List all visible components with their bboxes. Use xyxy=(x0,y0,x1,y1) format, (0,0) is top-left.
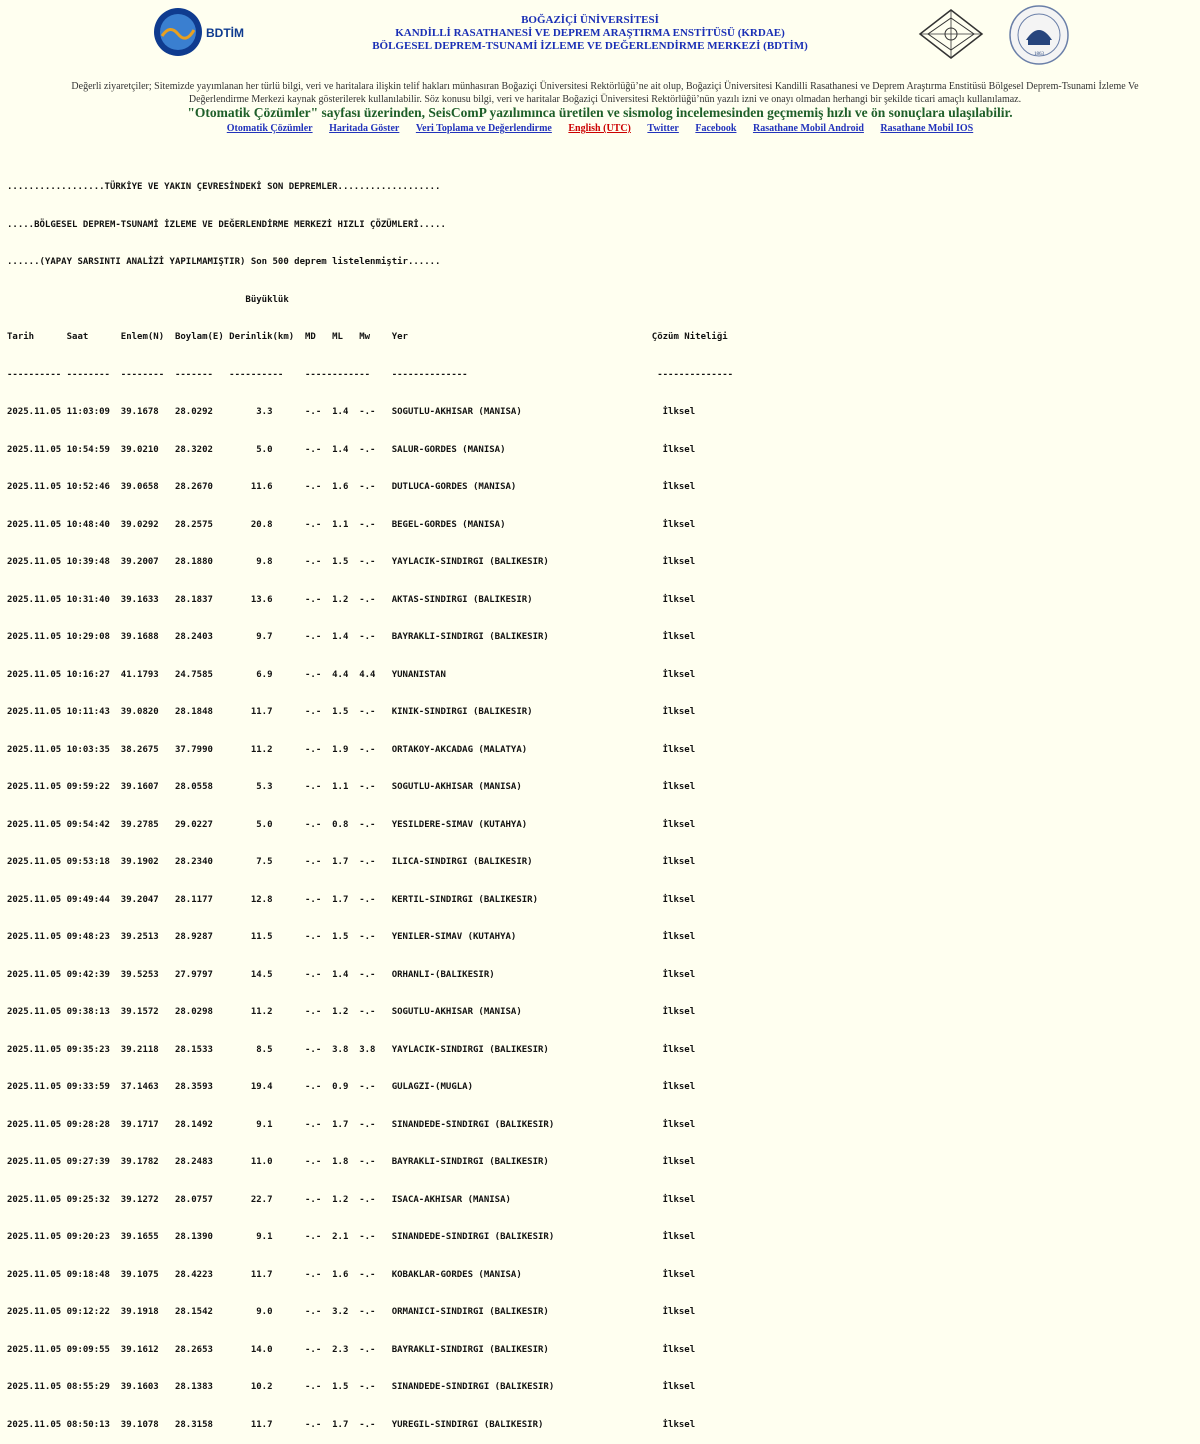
bdtim-logo-text: BDTİM xyxy=(206,26,244,40)
nav-show-on-map[interactable]: Haritada Göster xyxy=(329,123,400,134)
earthquake-row: 2025.11.05 08:55:29 39.1603 28.1383 10.2 -.- 1.5 -.- SINANDEDE-SINDIRGI (BALIKESIR) İlksel xyxy=(7,1382,696,1392)
earthquake-row: 2025.11.05 10:54:59 39.0210 28.3202 5.0 -.- 1.4 -.- SALUR-GORDES (MANISA) İlksel xyxy=(7,444,696,455)
bdtim-logo xyxy=(152,6,257,58)
earthquake-row: 2025.11.05 09:49:44 39.2047 28.1177 12.8 -.- 1.7 -.- KERTIL-SINDIRGI (BALIKESIR) İlksel xyxy=(7,894,696,905)
earthquake-row: 2025.11.05 09:20:23 39.1655 28.1390 9.1 -.- 2.1 -.- SINANDEDE-SINDIRGI (BALIKESIR) İlksel xyxy=(7,1232,696,1242)
earthquake-row: 2025.11.05 09:12:22 39.1918 28.1542 9.0 -.- 3.2 -.- ORMANICI-SINDIRGI (BALIKESIR) İlksel xyxy=(7,1307,696,1317)
earthquake-row: 2025.11.05 09:09:55 39.1612 28.2653 14.0 -.- 2.3 -.- BAYRAKLI-SINDIRGI (BALIKESIR) İlksel xyxy=(7,1344,696,1355)
listing-banner-1: ..................TÜRKİYE VE YAKIN ÇEVRESİNDEKİ SON DEPREMLER................... xyxy=(7,182,441,192)
page-header xyxy=(0,0,1200,70)
earthquake-row: 2025.11.05 09:42:39 39.5253 27.9797 14.5 -.- 1.4 -.- ORHANLI-(BALIKESIR) İlksel xyxy=(7,969,696,980)
title-line-2: KANDİLLİ RASATHANESİ VE DEPREM ARAŞTIRMA ENSTİTÜSÜ (KRDAE) xyxy=(395,27,785,39)
nav-data-collection[interactable]: Veri Toplama ve Değerlendirme xyxy=(415,123,552,134)
earthquake-listing xyxy=(7,156,733,1444)
earthquake-row: 2025.11.05 10:52:46 39.0658 28.2670 11.6 -.- 1.6 -.- DUTLUCA-GORDES (MANISA) İlksel xyxy=(7,482,696,492)
notice-line-2: Değerlendirme Merkezi kaynak gösterilerek kullanılabilir. Söz konusu bilgi, veri ve haritalar Boğaziçi Üniversitesi Rektörlüğü’nün yazılı izni ve onayı olmadan herhangi bir şekilde ticari amaçlı kullanılamaz. xyxy=(188,94,1022,105)
earthquake-row: 2025.11.05 09:48:23 39.2513 28.9287 11.5 -.- 1.5 -.- YENILER-SIMAV (KUTAHYA) İlksel xyxy=(7,932,696,942)
institution-title xyxy=(300,14,880,53)
nav-twitter[interactable]: Twitter xyxy=(647,123,679,134)
earthquake-row: 2025.11.05 10:16:27 41.1793 24.7585 6.9 -.- 4.4 4.4 YUNANISTAN İlksel xyxy=(7,669,696,680)
bogazici-university-seal xyxy=(1008,4,1070,66)
magnitude-header: Büyüklük xyxy=(7,294,289,305)
earthquake-row: 2025.11.05 09:38:13 39.1572 28.0298 11.2 -.- 1.2 -.- SOGUTLU-AKHISAR (MANISA) İlksel xyxy=(7,1007,696,1017)
earthquake-row: 2025.11.05 09:59:22 39.1607 28.0558 5.3 -.- 1.1 -.- SOGUTLU-AKHISAR (MANISA) İlksel xyxy=(7,782,696,792)
nav-english-utc[interactable]: English (UTC) xyxy=(568,123,631,134)
earthquake-row: 2025.11.05 09:27:39 39.1782 28.2483 11.0 -.- 1.8 -.- BAYRAKLI-SINDIRGI (BALIKESIR) İlksel xyxy=(7,1157,696,1167)
earthquake-row: 2025.11.05 10:48:40 39.0292 28.2575 20.8 -.- 1.1 -.- BEGEL-GORDES (MANISA) İlksel xyxy=(7,519,696,530)
earthquake-row: 2025.11.05 09:28:28 39.1717 28.1492 9.1 -.- 1.7 -.- SINANDEDE-SINDIRGI (BALIKESIR) İlksel xyxy=(7,1119,696,1130)
earthquake-row: 2025.11.05 10:29:08 39.1688 28.2403 9.7 -.- 1.4 -.- BAYRAKLI-SINDIRGI (BALIKESIR) İlksel xyxy=(7,632,696,642)
earthquake-row: 2025.11.05 08:50:13 39.1078 28.3158 11.7 -.- 1.7 -.- YUREGIL-SINDIRGI (BALIKESIR) İlksel xyxy=(7,1419,696,1430)
listing-banner-2: .....BÖLGESEL DEPREM-TSUNAMİ İZLEME VE DEĞERLENDİRME MERKEZİ HIZLI ÇÖZÜMLERİ..... xyxy=(7,219,446,230)
column-separator: ---------- -------- -------- ------- ---------- ------------ -------------- -------------- xyxy=(7,369,734,380)
nav-facebook[interactable]: Facebook xyxy=(695,123,737,134)
nav-mobile-ios[interactable]: Rasathane Mobil IOS xyxy=(880,123,974,134)
title-line-3: BÖLGESEL DEPREM-TSUNAMİ İZLEME VE DEĞERLENDİRME MERKEZİ (BDTİM) xyxy=(372,40,808,52)
earthquake-row: 2025.11.05 09:18:48 39.1075 28.4223 11.7 -.- 1.6 -.- KOBAKLAR-GORDES (MANISA) İlksel xyxy=(7,1269,696,1280)
listing-banner-3: ......(YAPAY SARSINTI ANALİZİ YAPILMAMIŞTIR) Son 500 deprem listelenmiştir...... xyxy=(7,257,441,267)
nav-links xyxy=(0,123,1200,134)
auto-solutions-promo: "Otomatik Çözümler" sayfası üzerinden, SeisComP yazılımınca üretilen ve sismolog incelemesinden geçmemiş hızlı ve ön sonuçlara ulaşılabilir. xyxy=(187,105,1013,120)
earthquake-row: 2025.11.05 09:35:23 39.2118 28.1533 8.5 -.- 3.8 3.8 YAYLACIK-SINDIRGI (BALIKESIR) İlksel xyxy=(7,1044,696,1055)
earthquake-row: 2025.11.05 10:31:40 39.1633 28.1837 13.6 -.- 1.2 -.- AKTAS-SINDIRGI (BALIKESIR) İlksel xyxy=(7,594,696,605)
earthquake-row: 2025.11.05 09:33:59 37.1463 28.3593 19.4 -.- 0.9 -.- GULAGZI-(MUGLA) İlksel xyxy=(7,1082,696,1092)
krdae-logo xyxy=(918,8,984,60)
title-line-1: BOĞAZİÇİ ÜNİVERSİTESİ xyxy=(521,14,659,26)
nav-auto-solutions[interactable]: Otomatik Çözümler xyxy=(226,123,313,134)
copyright-notice xyxy=(30,80,1180,106)
earthquake-row: 2025.11.05 10:39:48 39.2007 28.1880 9.8 -.- 1.5 -.- YAYLACIK-SINDIRGI (BALIKESIR) İlksel xyxy=(7,557,696,567)
earthquake-row: 2025.11.05 10:11:43 39.0820 28.1848 11.7 -.- 1.5 -.- KINIK-SINDIRGI (BALIKESIR) İlksel xyxy=(7,707,696,717)
earthquake-row: 2025.11.05 09:54:42 39.2785 29.0227 5.0 -.- 0.8 -.- YESILDERE-SIMAV (KUTAHYA) İlksel xyxy=(7,819,696,830)
earthquake-row: 2025.11.05 09:25:32 39.1272 28.0757 22.7 -.- 1.2 -.- ISACA-AKHISAR (MANISA) İlksel xyxy=(7,1194,696,1205)
earthquake-row: 2025.11.05 10:03:35 38.2675 37.7990 11.2 -.- 1.9 -.- ORTAKOY-AKCADAG (MALATYA) İlksel xyxy=(7,744,696,755)
earthquake-row: 2025.11.05 09:53:18 39.1902 28.2340 7.5 -.- 1.7 -.- ILICA-SINDIRGI (BALIKESIR) İlksel xyxy=(7,857,696,867)
notice-line-1: Değerli ziyaretçiler; Sitemizde yayımlanan her türlü bilgi, veri ve haritalara ilişkin telif hakları münhasıran Boğaziçi Üniversitesi Rektörlüğü’ne ait olup, Boğaziçi Üniversitesi Kandilli Rasathanesi ve Deprem Araştırma Enstitüsü Bölgesel Deprem-Tsunami İzleme Ve xyxy=(71,81,1139,92)
earthquake-row: 2025.11.05 11:03:09 39.1678 28.0292 3.3 -.- 1.4 -.- SOGUTLU-AKHISAR (MANISA) İlksel xyxy=(7,407,696,417)
column-header: Tarih Saat Enlem(N) Boylam(E) Derinlik(km) MD ML Mw Yer Çözüm Niteliği xyxy=(7,332,728,342)
seal-year: 1863 xyxy=(1034,52,1044,57)
nav-mobile-android[interactable]: Rasathane Mobil Android xyxy=(752,123,864,134)
